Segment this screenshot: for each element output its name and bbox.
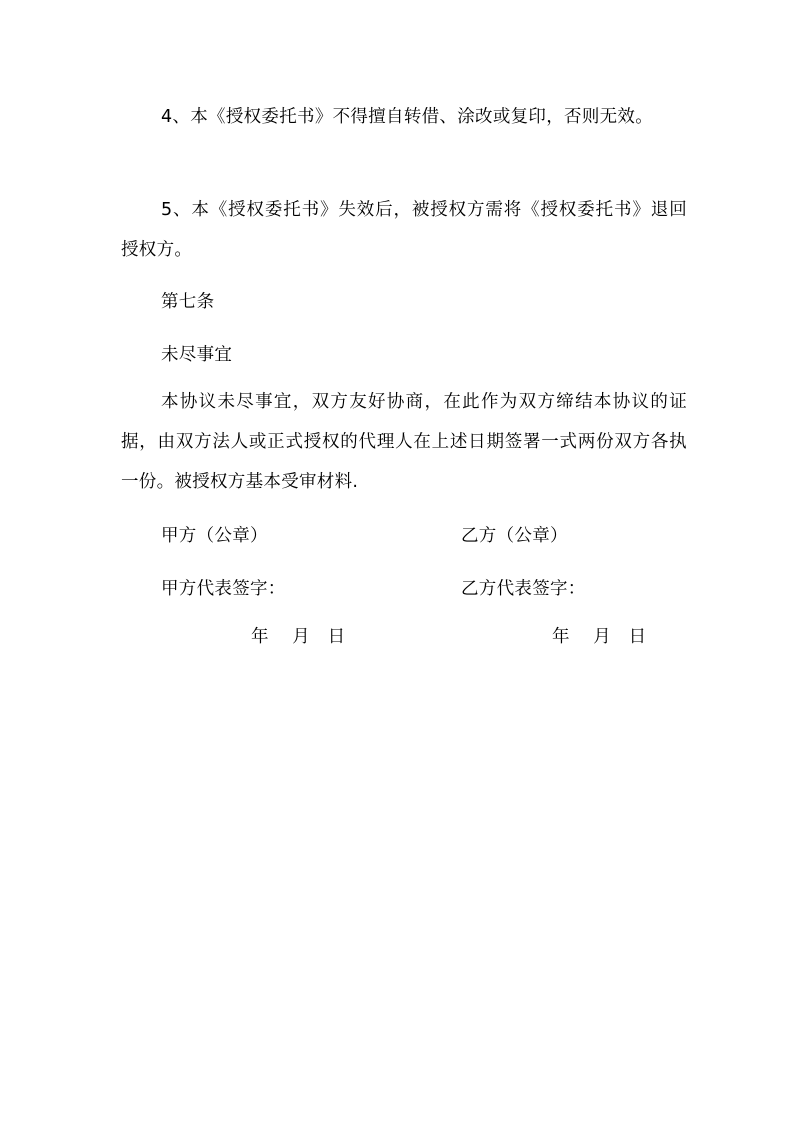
party-a-seal: 甲方（公章） [161, 526, 268, 546]
article-title: 第七条 [161, 292, 215, 312]
party-a-date: 年 月 日 [251, 627, 346, 647]
article-subtitle: 未尽事宜 [161, 345, 233, 365]
party-b-date: 年 月 日 [552, 627, 647, 647]
clause-4: 4、本《授权委托书》不得擅自转借、涂改或复印，否则无效。 [161, 107, 654, 127]
party-b-representative-signature: 乙方代表签字： [461, 579, 586, 599]
party-a-representative-signature: 甲方代表签字： [161, 579, 286, 599]
clause-5: 5、本《授权委托书》失效后，被授权方需将《授权委托书》退回授权方。 [121, 200, 687, 260]
article-body: 本协议未尽事宜，双方友好协商，在此作为双方缔结本协议的证据，由双方法人或正式授权的代理人在上述日期签署一式两份双方各执一份。被授权方基本受审材料. [121, 392, 687, 492]
party-b-seal: 乙方（公章） [461, 526, 568, 546]
